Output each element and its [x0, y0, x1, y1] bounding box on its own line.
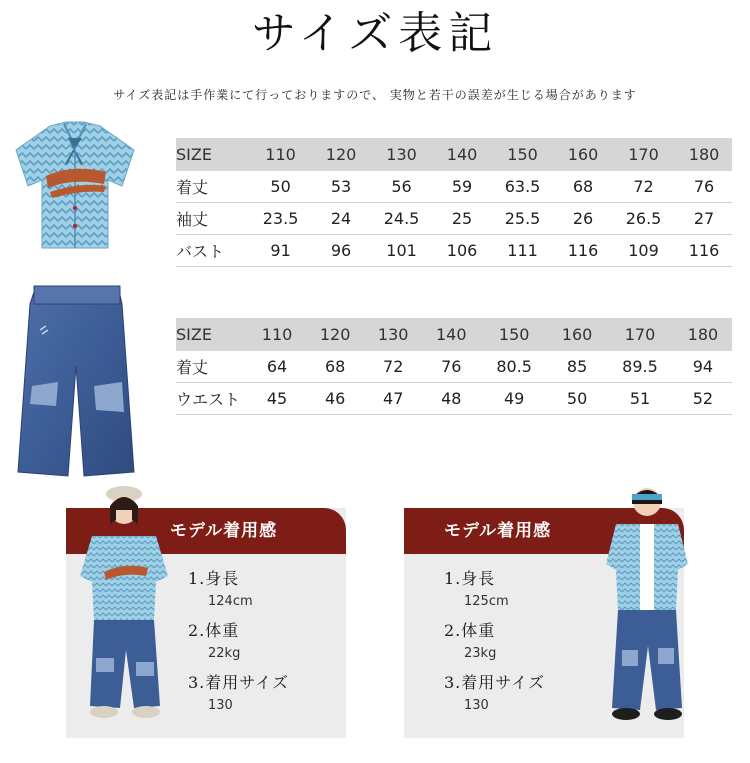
table-cell: 109: [611, 235, 676, 267]
table-cell: 47: [364, 383, 422, 415]
table-header-cell: 110: [248, 138, 313, 171]
table-cell: 51: [606, 383, 674, 415]
table-header-cell: SIZE: [176, 138, 248, 171]
table-header-cell: 130: [369, 138, 434, 171]
table-cell: 53: [313, 171, 369, 203]
table-cell: 23.5: [248, 203, 313, 235]
table-cell: 89.5: [606, 351, 674, 383]
table-cell: 着丈: [176, 171, 248, 203]
table-cell: 85: [548, 351, 606, 383]
table-cell: 24: [313, 203, 369, 235]
table-cell: 25: [434, 203, 490, 235]
table-header-cell: 160: [555, 138, 611, 171]
table-cell: 46: [306, 383, 364, 415]
table-row: [176, 351, 732, 383]
table-cell: 24.5: [369, 203, 434, 235]
table-header-row: [176, 138, 732, 171]
table-cell: ウエスト: [176, 383, 248, 415]
model-card-left: [66, 508, 346, 738]
table-cell: 116: [555, 235, 611, 267]
table-cell: 63.5: [490, 171, 555, 203]
model-photo: [604, 480, 690, 732]
table-cell: 52: [674, 383, 732, 415]
table-header-cell: SIZE: [176, 318, 248, 351]
table-cell: 68: [555, 171, 611, 203]
table-header-cell: 140: [422, 318, 480, 351]
table-cell: 101: [369, 235, 434, 267]
table-cell: 45: [248, 383, 306, 415]
table-header-cell: 130: [364, 318, 422, 351]
height-value: 125cm: [464, 594, 509, 609]
table-cell: 72: [364, 351, 422, 383]
card-banner-title: モデル着用感: [170, 521, 278, 541]
table-cell: 80.5: [480, 351, 548, 383]
height-label: 1.身長: [188, 569, 240, 588]
pants-size-table: [176, 318, 732, 415]
table-cell: 49: [480, 383, 548, 415]
jeans-illustration: [10, 282, 140, 482]
table-cell: 25.5: [490, 203, 555, 235]
page-subtitle: サイズ表記は手作業にて行っておりますので、 実物と若干の誤差が生じる場合があります: [113, 88, 637, 102]
worn-size-value: 130: [208, 698, 233, 713]
table-header-cell: 110: [248, 318, 306, 351]
table-header-row: [176, 318, 732, 351]
table-cell: バスト: [176, 235, 248, 267]
table-header-cell: 120: [306, 318, 364, 351]
table-cell: 50: [548, 383, 606, 415]
table-row: [176, 235, 732, 267]
table-header-cell: 180: [674, 318, 732, 351]
table-cell: 50: [248, 171, 313, 203]
height-value: 124cm: [208, 594, 253, 609]
table-row: [176, 171, 732, 203]
table-cell: 59: [434, 171, 490, 203]
table-row: [176, 383, 732, 415]
model-card-right: [404, 508, 684, 738]
table-cell: 76: [422, 351, 480, 383]
worn-size-label: 3.着用サイズ: [188, 673, 289, 692]
weight-label: 2.体重: [444, 621, 496, 640]
table-header-cell: 120: [313, 138, 369, 171]
model-photo: [76, 480, 172, 732]
table-row: [176, 203, 732, 235]
table-cell: 72: [611, 171, 676, 203]
table-cell: 116: [676, 235, 732, 267]
table-header-cell: 150: [490, 138, 555, 171]
table-header-cell: 180: [676, 138, 732, 171]
shirt-size-table: [176, 138, 732, 267]
table-header-cell: 140: [434, 138, 490, 171]
worn-size-label: 3.着用サイズ: [444, 673, 545, 692]
shirt-illustration: [10, 120, 140, 250]
table-header-cell: 150: [480, 318, 548, 351]
table-cell: 94: [674, 351, 732, 383]
table-header-cell: 160: [548, 318, 606, 351]
table-header-cell: 170: [606, 318, 674, 351]
table-cell: 64: [248, 351, 306, 383]
card-banner-title: モデル着用感: [444, 521, 552, 541]
table-cell: 27: [676, 203, 732, 235]
table-cell: 68: [306, 351, 364, 383]
weight-value: 23kg: [464, 646, 497, 661]
table-cell: 26: [555, 203, 611, 235]
weight-value: 22kg: [208, 646, 241, 661]
table-cell: 着丈: [176, 351, 248, 383]
height-label: 1.身長: [444, 569, 496, 588]
weight-label: 2.体重: [188, 621, 240, 640]
table-cell: 袖丈: [176, 203, 248, 235]
page-title: サイズ表記: [251, 8, 499, 59]
table-cell: 26.5: [611, 203, 676, 235]
table-cell: 56: [369, 171, 434, 203]
table-cell: 76: [676, 171, 732, 203]
table-cell: 96: [313, 235, 369, 267]
table-cell: 48: [422, 383, 480, 415]
table-header-cell: 170: [611, 138, 676, 171]
table-cell: 111: [490, 235, 555, 267]
table-cell: 91: [248, 235, 313, 267]
worn-size-value: 130: [464, 698, 489, 713]
table-cell: 106: [434, 235, 490, 267]
